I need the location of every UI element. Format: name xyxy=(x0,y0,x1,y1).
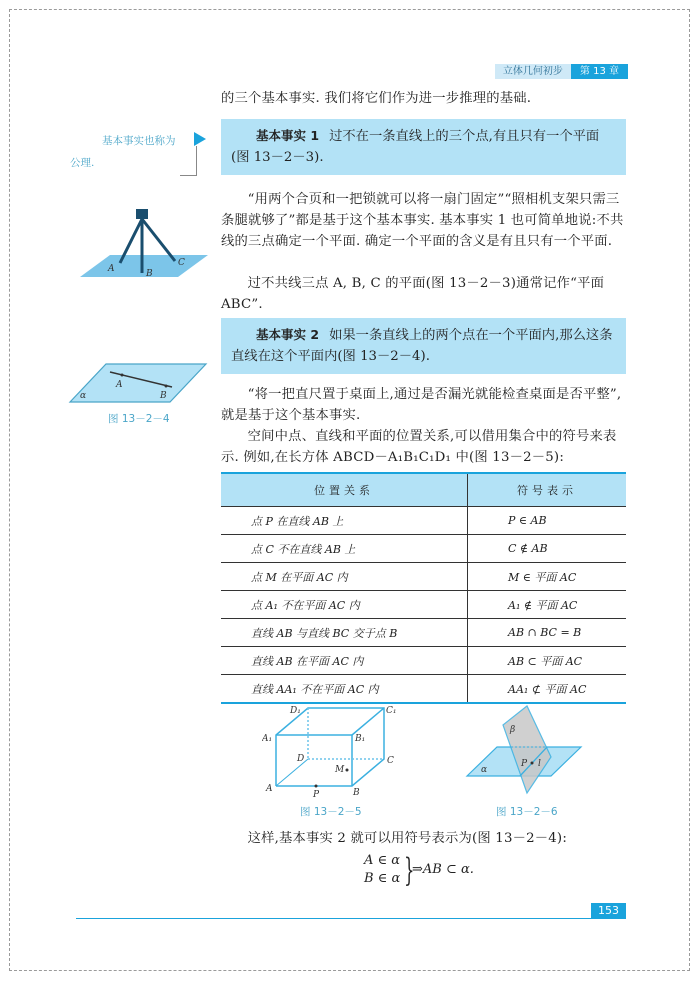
side-note-bracket-foot xyxy=(180,175,197,176)
svg-text:A₁: A₁ xyxy=(262,734,273,744)
table-row: 点 P 在直线 AB 上 P ∈ AB xyxy=(221,507,626,535)
paragraph-2: 过不共线三点 A, B, C 的平面(图 13－2－3)通常记作“平面 ABC”. xyxy=(221,276,605,312)
side-note-line2: 公理. xyxy=(70,157,95,169)
fact1-text: 过不在一条直线上的三个点,有且只有一个平面(图 13－2－3). xyxy=(231,129,600,165)
header-symbol: 符号表示 xyxy=(468,473,627,507)
figure-13-2-6-caption: 图 13－2－6 xyxy=(496,806,558,818)
page-number: 153 xyxy=(591,903,626,919)
table-row: 直线 AB 在平面 AC 内 AB ⊂ 平面 AC xyxy=(221,647,626,675)
paragraph-4: 空间中点、直线和平面的位置关系,可以借用集合中的符号来表示. 例如,在长方体 ABCD－A₁B₁C₁D₁ 中(图 13－2－5): xyxy=(221,429,617,465)
svg-text:B: B xyxy=(146,269,153,279)
svg-text:C₁: C₁ xyxy=(386,706,397,716)
svg-text:P: P xyxy=(521,759,528,769)
fact1-box xyxy=(221,119,626,175)
svg-text:A: A xyxy=(108,264,115,274)
chapter-header xyxy=(495,64,628,79)
svg-text:β: β xyxy=(510,725,516,735)
paragraph-1: “用两个合页和一把锁就可以将一扇门固定”“照相机支架只需三条腿就够了”都是基于这个基本事实. 基本事实 1 也可简单地说:不共线的三点确定一个平面. 确定一个平面的含义是有且只有一个平面. xyxy=(221,192,624,249)
table-row: 点 C 不在直线 AB 上 C ∉ AB xyxy=(221,535,626,563)
figure-13-2-4-plane xyxy=(68,360,208,405)
svg-text:B: B xyxy=(160,391,167,401)
chapter-number: 第 13 章 xyxy=(571,64,628,79)
fact1-title: 基本事实 1 xyxy=(256,128,320,143)
svg-text:C: C xyxy=(178,258,185,268)
svg-text:A: A xyxy=(266,784,273,794)
formula-line1: A ∈ α xyxy=(364,853,401,868)
formula xyxy=(364,851,474,889)
figure-13-2-5-cuboid xyxy=(262,703,402,798)
paragraph-5: 这样,基本事实 2 就可以用符号表示为(图 13－2－4): xyxy=(247,831,567,846)
svg-text:A: A xyxy=(116,380,123,390)
figure-13-2-4-caption: 图 13－2－4 xyxy=(108,413,170,425)
fact2-title: 基本事实 2 xyxy=(256,327,320,342)
formula-line2: B ∈ α xyxy=(364,871,401,886)
figure-13-2-5-caption: 图 13－2－5 xyxy=(300,806,362,818)
paragraph-3: “将一把直尺置于桌面上,通过是否漏光就能检查桌面是否平整”,就是基于这个基本事实. xyxy=(221,387,622,423)
side-note-line1: 基本事实也称为 xyxy=(102,135,176,147)
side-note-arrow-icon xyxy=(194,132,206,146)
svg-text:C: C xyxy=(387,756,394,766)
svg-text:l: l xyxy=(538,759,541,769)
brace-icon: } xyxy=(404,851,415,889)
table-row: 直线 AA₁ 不在平面 AC 内 AA₁ ⊄ 平面 AC xyxy=(221,675,626,704)
svg-text:P: P xyxy=(313,790,320,798)
svg-text:M: M xyxy=(335,765,345,775)
chapter-name: 立体几何初步 xyxy=(495,64,571,79)
figure-13-2-3-tripod xyxy=(80,205,210,285)
figure-13-2-6-planes xyxy=(465,703,585,798)
footer-rule xyxy=(76,918,596,919)
fact2-box xyxy=(221,318,626,374)
fact2-text: 如果一条直线上的两个点在一个平面内,那么这条直线在这个平面内(图 13－2－4). xyxy=(231,328,613,364)
table-row: 点 M 在平面 AC 内 M ∈ 平面 AC xyxy=(221,563,626,591)
svg-text:D₁: D₁ xyxy=(290,706,301,716)
relation-table xyxy=(221,472,626,704)
svg-text:α: α xyxy=(481,765,488,775)
svg-text:B: B xyxy=(353,788,360,798)
svg-text:D: D xyxy=(297,754,305,764)
intro-line: 的三个基本事实. 我们将它们作为进一步推理的基础. xyxy=(221,91,532,106)
header-relation: 位置关系 xyxy=(221,473,468,507)
svg-text:B₁: B₁ xyxy=(355,734,366,744)
svg-text:α: α xyxy=(80,391,87,401)
side-note-bracket xyxy=(196,146,197,176)
formula-rhs: ⇒AB ⊂ α. xyxy=(412,862,474,877)
table-row: 直线 AB 与直线 BC 交于点 B AB ∩ BC = B xyxy=(221,619,626,647)
table-row: 点 A₁ 不在平面 AC 内 A₁ ∉ 平面 AC xyxy=(221,591,626,619)
side-note xyxy=(70,130,200,174)
